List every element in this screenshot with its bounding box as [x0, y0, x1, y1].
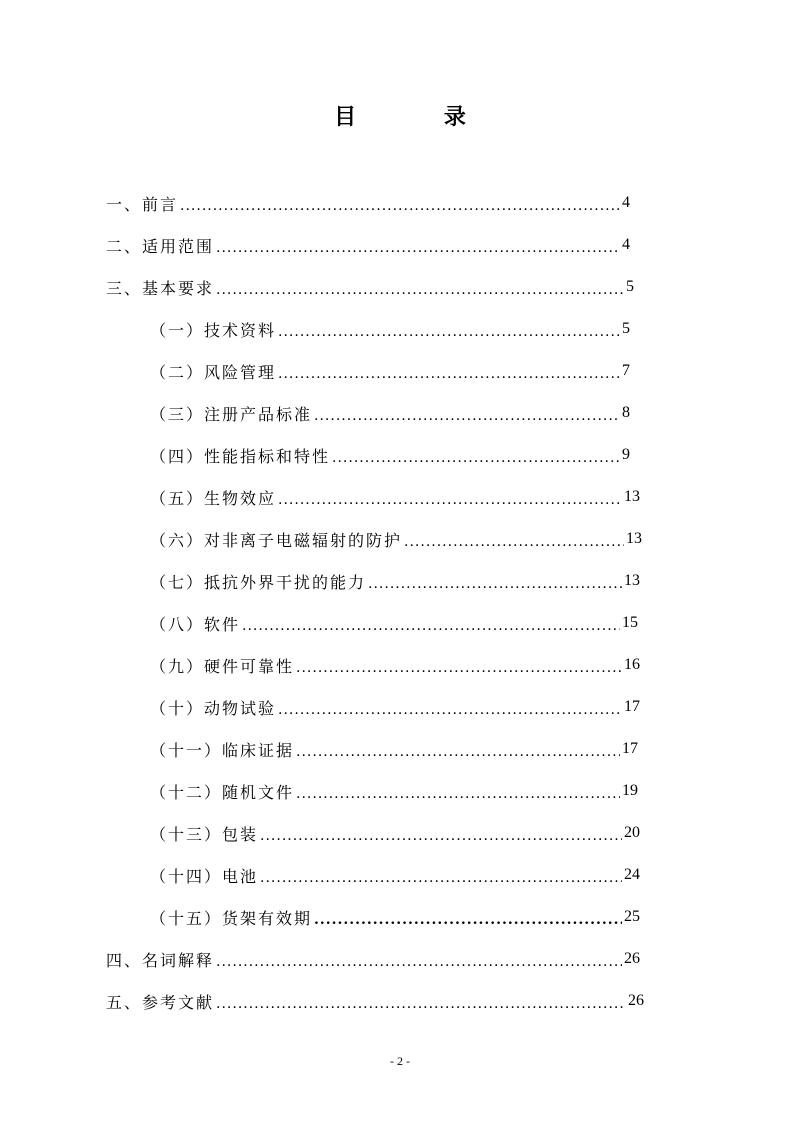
- toc-entry-radiation-protection[interactable]: [150, 524, 642, 554]
- toc-entry-label: 货架有效期: [222, 908, 313, 928]
- toc-entry-label: 注册产品标准: [204, 404, 313, 424]
- toc-entry-interference-resistance[interactable]: [150, 566, 640, 596]
- toc-entry-page: 4: [622, 236, 630, 253]
- toc-entry-label: 硬件可靠性: [204, 656, 295, 676]
- toc-entry-page: 9: [622, 446, 630, 463]
- toc-entry-page: 13: [624, 572, 640, 589]
- toc-entry-label: 动物试验: [204, 698, 277, 718]
- toc-entry-page: 4: [622, 194, 630, 211]
- toc-entry-marker: （六）: [150, 530, 205, 550]
- toc-entry-preface[interactable]: [106, 188, 630, 218]
- dot-leader: [296, 659, 622, 677]
- toc-entry-accompanying-documents[interactable]: [150, 776, 638, 806]
- toc-entry-animal-testing[interactable]: [150, 692, 640, 722]
- dot-leader: [278, 701, 622, 719]
- toc-entry-software[interactable]: [150, 608, 638, 638]
- toc-entry-page: 5: [626, 278, 634, 295]
- dot-leader: [242, 617, 620, 635]
- toc-entry-page: 20: [624, 824, 640, 841]
- toc-entry-marker: （七）: [150, 572, 205, 592]
- toc-entry-page: 26: [624, 950, 640, 967]
- toc-entry-marker: 五、: [106, 992, 143, 1012]
- toc-entry-page: 24: [624, 866, 640, 883]
- toc-entry-basic-requirements[interactable]: [106, 272, 634, 302]
- toc-entry-scope[interactable]: [106, 230, 630, 260]
- toc-entry-label: 基本要求: [142, 278, 215, 298]
- toc-entry-page: 7: [622, 362, 630, 379]
- toc-entry-marker: （十三）: [150, 824, 223, 844]
- dot-leader: [216, 995, 626, 1013]
- toc-entry-risk-management[interactable]: [150, 356, 630, 386]
- toc-entry-marker: （十四）: [150, 866, 223, 886]
- toc-entry-label: 性能指标和特性: [204, 446, 331, 466]
- dot-leader: [296, 743, 620, 761]
- toc-entry-performance[interactable]: [150, 440, 630, 470]
- dot-leader: [314, 407, 620, 425]
- toc-entry-glossary[interactable]: [106, 944, 640, 974]
- dot-leader: [260, 827, 622, 845]
- toc-entry-references[interactable]: [106, 986, 644, 1016]
- toc-entry-marker: （八）: [150, 614, 205, 634]
- toc-entry-label: 前言: [142, 194, 179, 214]
- toc-entry-marker: （十二）: [150, 782, 223, 802]
- dot-leader: [216, 239, 620, 257]
- toc-entry-page: 15: [622, 614, 638, 631]
- toc-entry-clinical-evidence[interactable]: [150, 734, 638, 764]
- toc-entry-page: 26: [628, 992, 644, 1009]
- toc-entry-label: 对非离子电磁辐射的防护: [204, 530, 403, 550]
- toc-entry-label: 名词解释: [142, 950, 215, 970]
- toc-entry-marker: （四）: [150, 446, 205, 466]
- dot-leader: [216, 953, 622, 971]
- toc-entry-biological-effects[interactable]: [150, 482, 640, 512]
- toc-entry-page: 8: [622, 404, 630, 421]
- dot-leader: [260, 869, 622, 887]
- dot-leader: [296, 785, 620, 803]
- toc-entry-marker: （二）: [150, 362, 205, 382]
- toc-entry-label: 生物效应: [204, 488, 277, 508]
- toc-entry-marker: （十一）: [150, 740, 223, 760]
- dot-leader: [278, 323, 620, 341]
- dot-leader: [314, 911, 622, 929]
- toc-entry-label: 电池: [222, 866, 259, 886]
- toc-entry-marker: （九）: [150, 656, 205, 676]
- toc-entry-label: 参考文献: [142, 992, 215, 1012]
- toc-entry-label: 适用范围: [142, 236, 215, 256]
- toc-entry-label: 风险管理: [204, 362, 277, 382]
- toc-entry-label: 随机文件: [222, 782, 295, 802]
- toc-entry-label: 技术资料: [204, 320, 277, 340]
- dot-leader: [368, 575, 622, 593]
- toc-entry-technical-documents[interactable]: [150, 314, 630, 344]
- dot-leader: [332, 449, 620, 467]
- toc-entry-label: 临床证据: [222, 740, 295, 760]
- page-title: 目 录: [334, 105, 506, 130]
- toc-entry-page: 13: [626, 530, 642, 547]
- toc-entry-page: 16: [624, 656, 640, 673]
- toc-entry-marker: （五）: [150, 488, 205, 508]
- toc-entry-marker: 四、: [106, 950, 143, 970]
- dot-leader: [180, 197, 620, 215]
- toc-entry-marker: （十）: [150, 698, 205, 718]
- toc-entry-page: 17: [622, 740, 638, 757]
- toc-entry-page: 19: [622, 782, 638, 799]
- toc-entry-page: 13: [624, 488, 640, 505]
- toc-entry-marker: （一）: [150, 320, 205, 340]
- toc-entry-label: 抵抗外界干扰的能力: [204, 572, 367, 592]
- dot-leader: [216, 281, 624, 299]
- toc-entry-page: 17: [624, 698, 640, 715]
- toc-entry-shelf-life[interactable]: [150, 902, 640, 932]
- dot-leader: [404, 533, 624, 551]
- toc-entry-product-standard[interactable]: [150, 398, 630, 428]
- toc-entry-packaging[interactable]: [150, 818, 640, 848]
- toc-entry-page: 25: [624, 908, 640, 925]
- toc-entry-page: 5: [622, 320, 630, 337]
- toc-entry-marker: 一、: [106, 194, 143, 214]
- toc-entry-battery[interactable]: [150, 860, 640, 890]
- toc-entry-label: 软件: [204, 614, 241, 634]
- dot-leader: [278, 365, 620, 383]
- toc-entry-hardware-reliability[interactable]: [150, 650, 640, 680]
- toc-entry-marker: 三、: [106, 278, 143, 298]
- dot-leader: [278, 491, 622, 509]
- toc-entry-marker: （十五）: [150, 908, 223, 928]
- toc-entry-marker: （三）: [150, 404, 205, 424]
- toc-entry-marker: 二、: [106, 236, 143, 256]
- page-number: - 2 -: [390, 1054, 410, 1068]
- toc-entry-label: 包装: [222, 824, 259, 844]
